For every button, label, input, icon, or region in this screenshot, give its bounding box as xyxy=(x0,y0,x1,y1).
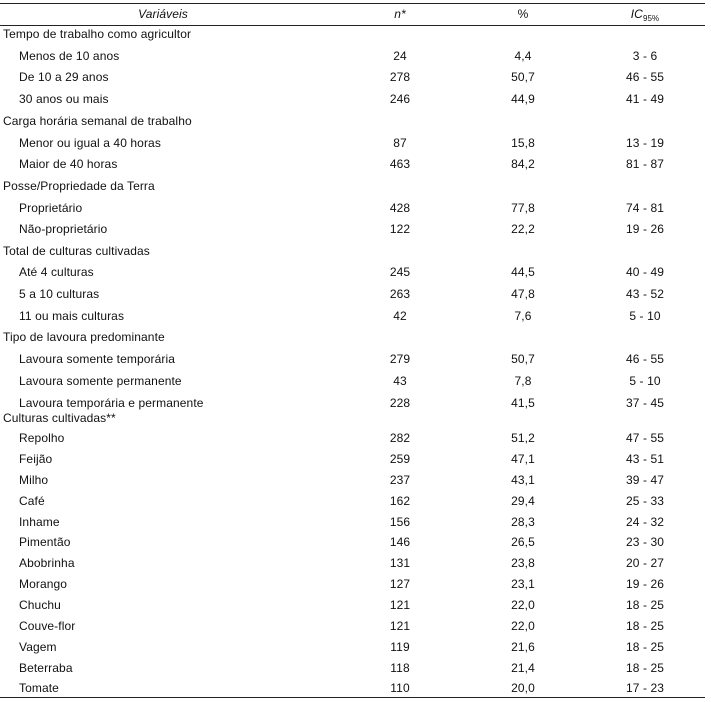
row-ci: 46 - 55 xyxy=(625,352,665,366)
row-n: 122 xyxy=(389,222,411,236)
row-label: Repolho xyxy=(19,431,65,445)
row-n: 119 xyxy=(390,640,410,654)
row-ci: 39 - 47 xyxy=(625,473,665,487)
row-n: 162 xyxy=(389,494,411,508)
table-header-rule xyxy=(0,25,705,26)
row-ci: 74 - 81 xyxy=(625,201,665,215)
header-variables: Variáveis xyxy=(138,7,188,21)
row-percent: 22,0 xyxy=(511,598,535,612)
row-label: Abobrinha xyxy=(19,556,75,570)
row-ci: 43 - 52 xyxy=(625,287,665,301)
row-n: 121 xyxy=(389,598,411,612)
row-percent: 44,9 xyxy=(511,92,535,106)
row-label: Até 4 culturas xyxy=(19,265,94,279)
row-percent: 4,4 xyxy=(514,49,532,63)
row-ci: 37 - 45 xyxy=(625,396,665,410)
row-label: Menos de 10 anos xyxy=(19,49,120,63)
row-percent: 7,6 xyxy=(514,309,532,323)
row-label: Menor ou igual a 40 horas xyxy=(19,136,161,150)
row-n: 156 xyxy=(389,515,411,529)
row-ci: 25 - 33 xyxy=(625,494,665,508)
header-ci xyxy=(612,7,678,26)
row-percent: 43,1 xyxy=(511,473,535,487)
row-n: 428 xyxy=(389,201,411,215)
row-percent: 44,5 xyxy=(511,265,535,279)
row-label: Lavoura temporária e permanente xyxy=(19,396,204,410)
row-n: 127 xyxy=(389,577,411,591)
table-bottom-rule xyxy=(0,697,705,698)
row-ci: 46 - 55 xyxy=(625,70,665,84)
row-percent: 84,2 xyxy=(511,157,535,171)
row-ci: 20 - 27 xyxy=(625,556,665,570)
row-n: 87 xyxy=(393,136,407,150)
row-ci: 23 - 30 xyxy=(625,535,665,549)
row-n: 246 xyxy=(389,92,411,106)
row-ci: 47 - 55 xyxy=(625,431,665,445)
row-n: 263 xyxy=(389,287,411,301)
row-percent: 26,5 xyxy=(511,535,535,549)
row-label: Inhame xyxy=(19,515,60,529)
group-title: Culturas cultivadas** xyxy=(3,411,116,425)
row-label: Couve-flor xyxy=(19,619,76,633)
row-label: De 10 a 29 anos xyxy=(19,70,109,84)
row-n: 118 xyxy=(390,661,410,675)
row-n: 237 xyxy=(389,473,411,487)
row-ci: 13 - 19 xyxy=(625,136,665,150)
row-ci: 19 - 26 xyxy=(625,577,665,591)
group-title: Carga horária semanal de trabalho xyxy=(3,114,192,128)
row-ci: 3 - 6 xyxy=(632,49,658,63)
row-percent: 23,1 xyxy=(511,577,535,591)
row-ci: 40 - 49 xyxy=(625,265,665,279)
table-top-rule xyxy=(0,3,705,4)
row-label: Pimentão xyxy=(19,535,71,549)
row-percent: 47,1 xyxy=(511,452,535,466)
row-label: Não-proprietário xyxy=(19,222,108,236)
row-label: Lavoura somente permanente xyxy=(19,374,182,388)
row-label: 11 ou mais culturas xyxy=(19,309,125,323)
row-percent: 7,8 xyxy=(514,374,532,388)
row-ci: 5 - 10 xyxy=(629,374,661,388)
row-ci: 18 - 25 xyxy=(625,661,665,675)
row-ci: 18 - 25 xyxy=(625,640,665,654)
row-n: 228 xyxy=(389,396,411,410)
row-ci: 43 - 51 xyxy=(625,452,665,466)
row-ci: 41 - 49 xyxy=(625,92,665,106)
row-percent: 21,6 xyxy=(511,640,535,654)
header-ci-subscript: 95% xyxy=(642,14,660,23)
header-percent: % xyxy=(517,7,529,21)
row-ci: 81 - 87 xyxy=(625,157,665,171)
row-n: 146 xyxy=(389,535,411,549)
row-percent: 22,0 xyxy=(511,619,535,633)
row-n: 24 xyxy=(393,49,407,63)
row-n: 259 xyxy=(389,452,411,466)
row-ci: 5 - 10 xyxy=(629,309,661,323)
group-title: Tipo de lavoura predominante xyxy=(3,330,165,344)
row-ci: 24 - 32 xyxy=(625,515,665,529)
row-percent: 20,0 xyxy=(511,681,535,695)
group-title: Total de culturas cultivadas xyxy=(3,244,150,258)
row-label: Maior de 40 horas xyxy=(19,157,118,171)
row-n: 245 xyxy=(389,265,411,279)
header-n: n* xyxy=(394,7,406,21)
row-percent: 21,4 xyxy=(511,661,535,675)
row-n: 279 xyxy=(389,352,411,366)
row-label: Beterraba xyxy=(19,661,73,675)
row-label: Proprietário xyxy=(19,201,83,215)
header-ci-label: IC xyxy=(630,7,643,21)
row-label: Tomate xyxy=(19,681,59,695)
row-n: 463 xyxy=(389,157,411,171)
row-label: Feijão xyxy=(19,452,53,466)
row-ci: 17 - 23 xyxy=(625,681,665,695)
row-percent: 50,7 xyxy=(511,70,535,84)
row-n: 121 xyxy=(389,619,411,633)
row-n: 43 xyxy=(393,374,407,388)
row-percent: 29,4 xyxy=(511,494,535,508)
group-title: Tempo de trabalho como agricultor xyxy=(3,27,192,41)
row-percent: 23,8 xyxy=(511,556,535,570)
row-ci: 18 - 25 xyxy=(625,619,665,633)
row-ci: 19 - 26 xyxy=(625,222,665,236)
row-percent: 51,2 xyxy=(511,431,535,445)
row-label: Chuchu xyxy=(19,598,61,612)
row-n: 131 xyxy=(389,556,411,570)
row-ci: 18 - 25 xyxy=(625,598,665,612)
row-label: Lavoura somente temporária xyxy=(19,352,176,366)
row-label: 5 a 10 culturas xyxy=(19,287,100,301)
row-n: 282 xyxy=(389,431,411,445)
row-percent: 22,2 xyxy=(511,222,535,236)
row-label: Morango xyxy=(19,577,68,591)
row-n: 278 xyxy=(389,70,411,84)
row-n: 110 xyxy=(390,681,410,695)
row-percent: 50,7 xyxy=(511,352,535,366)
row-label: Café xyxy=(19,494,45,508)
row-percent: 41,5 xyxy=(511,396,535,410)
row-percent: 77,8 xyxy=(511,201,535,215)
row-percent: 47,8 xyxy=(511,287,535,301)
row-label: Vagem xyxy=(19,640,57,654)
row-label: Milho xyxy=(19,473,49,487)
row-label: 30 anos ou mais xyxy=(19,92,109,106)
row-n: 42 xyxy=(393,309,407,323)
row-percent: 28,3 xyxy=(511,515,535,529)
group-title: Posse/Propriedade da Terra xyxy=(3,179,155,193)
row-percent: 15,8 xyxy=(511,136,535,150)
